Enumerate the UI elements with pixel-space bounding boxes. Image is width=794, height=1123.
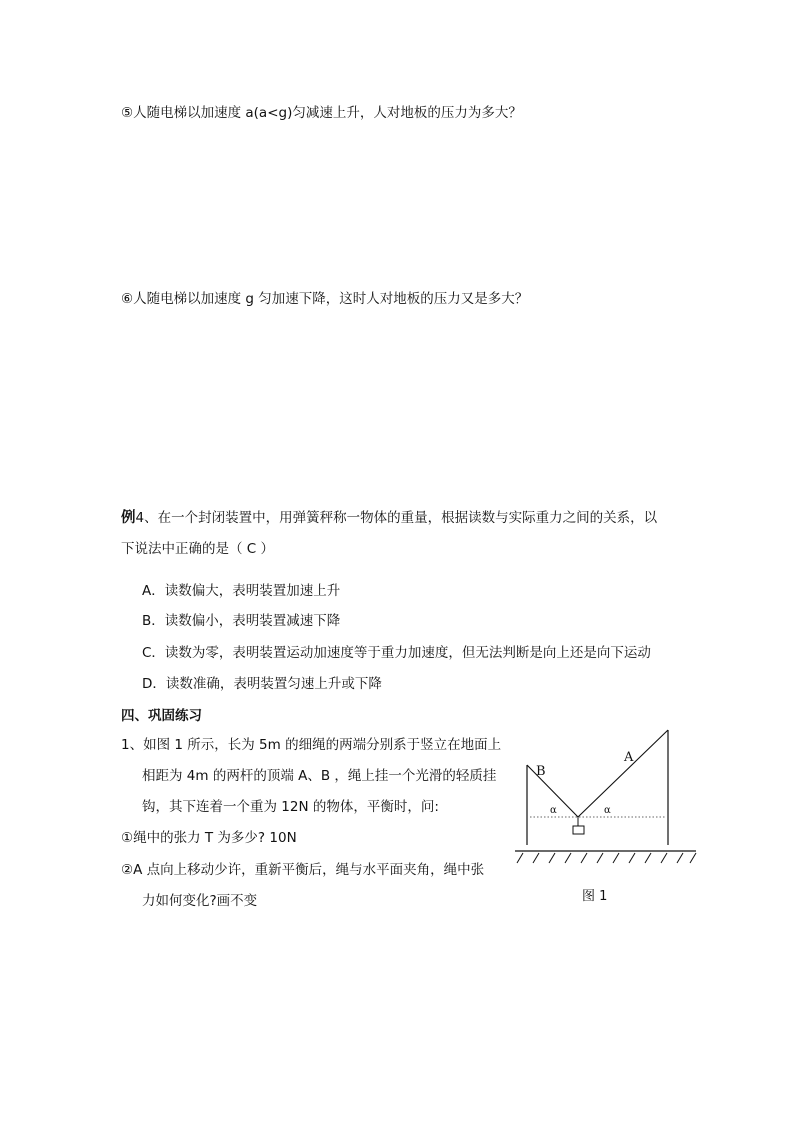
problem-1-line-1: 1、如图 1 所示，长为 5m 的细绳的两端分别系于竖立在地面上 — [121, 737, 502, 753]
option-b: B．读数偏小，表明装置减速下降 — [142, 613, 341, 629]
alpha-left: α — [550, 805, 557, 816]
option-d: D．读数准确，表明装置匀速上升或下降 — [142, 676, 382, 692]
example-4-line-2: 下说法中正确的是（ C ） — [121, 541, 275, 557]
figure-1-diagram — [510, 725, 710, 915]
hanging-weight — [573, 826, 584, 834]
problem-1-question-2-line-1: ②A 点向上移动少许，重新平衡后，绳与水平面夹角，绳中张 — [121, 862, 485, 878]
label-a: A — [624, 750, 634, 765]
question-5: ⑤人随电梯以加速度 a(a<g)匀减速上升，人对地板的压力为多大？ — [121, 105, 522, 121]
problem-1-line-2: 相距为 4m 的两杆的顶端 A、B ，绳上挂一个光滑的轻质挂 — [142, 768, 497, 784]
figure-caption: 图 1 — [582, 889, 608, 904]
section-heading: 四、巩固练习 — [121, 708, 202, 724]
example-text: 4、在一个封闭装置中，用弹簧秤称一物体的重量，根据读数与实际重力之间的关系，以 — [135, 510, 658, 526]
alpha-right: α — [604, 805, 611, 816]
problem-1-question-2-line-2: 力如何变化?画不变 — [142, 893, 258, 909]
option-c: C．读数为零，表明装置运动加速度等于重力加速度，但无法判断是向上还是向下运动 — [142, 645, 651, 661]
rope-right — [578, 730, 668, 817]
label-b: B — [536, 764, 546, 779]
question-6: ⑥人随电梯以加速度 g 匀加速下降，这时人对地板的压力又是多大？ — [121, 291, 529, 307]
problem-1-line-3: 钩，其下连着一个重为 12N 的物体，平衡时，问: — [142, 799, 439, 815]
problem-1-question-1: ①绳中的张力 T 为多少? 10N — [121, 830, 297, 846]
example-label: 例 — [121, 510, 136, 526]
option-a: A．读数偏大，表明装置加速上升 — [142, 583, 341, 599]
ground-hatching — [517, 853, 696, 863]
example-4-line-1 — [121, 509, 657, 527]
